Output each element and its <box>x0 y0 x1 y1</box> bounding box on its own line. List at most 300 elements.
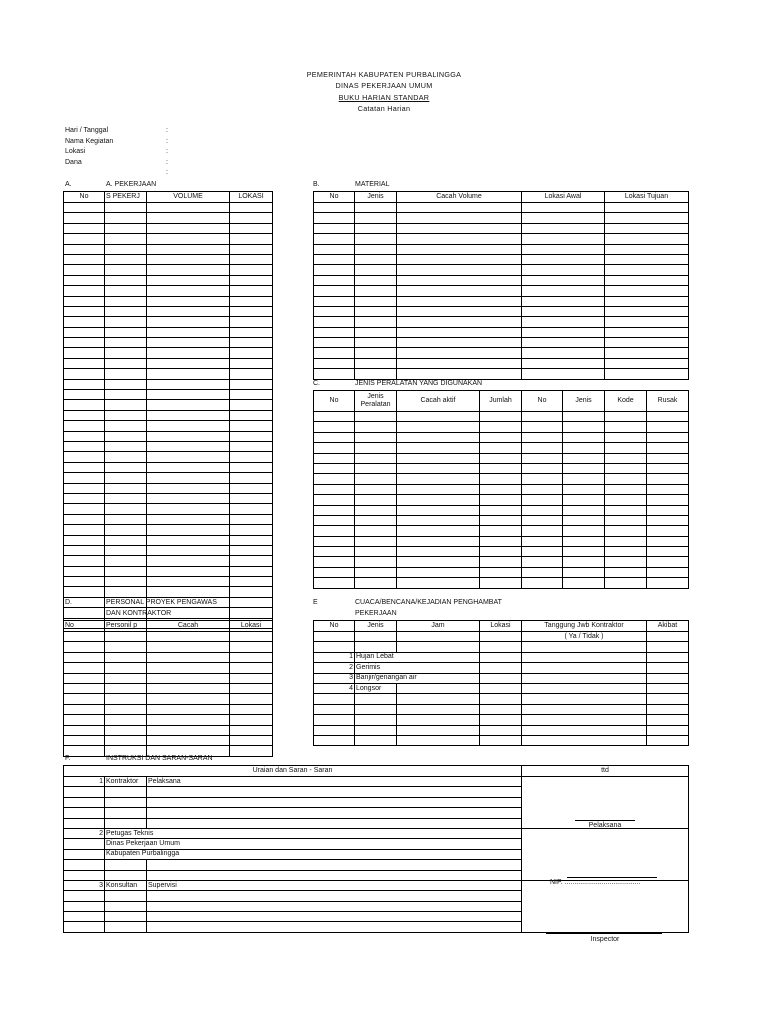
table-cell <box>605 358 689 368</box>
table-cell <box>230 632 273 642</box>
table-row <box>314 327 689 337</box>
entry-col1: Kabupaten Purbalingga <box>105 849 522 859</box>
table-cell <box>64 735 105 745</box>
section-d-title-2: DAN KONTRAKTOR <box>106 610 172 617</box>
table-cell <box>64 473 105 483</box>
table-cell <box>230 203 273 213</box>
table-row <box>64 642 273 652</box>
table-cell <box>230 514 273 524</box>
table-row <box>64 566 273 576</box>
table-cell <box>314 495 355 505</box>
table-cell <box>230 577 273 587</box>
table-cell <box>230 715 273 725</box>
table-cell <box>605 286 689 296</box>
table-cell <box>230 452 273 462</box>
table-cell <box>314 547 355 557</box>
table-row <box>64 462 273 472</box>
table-row <box>64 379 273 389</box>
table-cell <box>105 265 147 275</box>
table-cell <box>105 441 147 451</box>
table-cell <box>230 566 273 576</box>
table-row <box>314 306 689 316</box>
table-cell <box>397 567 480 577</box>
signature-line-nip <box>567 877 657 878</box>
table-cell <box>105 514 147 524</box>
header-line-4: Catatan Harian <box>357 104 411 113</box>
section-b-title: MATERIAL <box>355 181 390 188</box>
table-cell <box>64 587 105 597</box>
table-cell <box>480 474 522 484</box>
table-cell <box>147 338 230 348</box>
table-row <box>64 400 273 410</box>
table-cell <box>397 338 522 348</box>
table-cell <box>397 536 480 546</box>
table-cell <box>105 462 147 472</box>
table-cell <box>230 483 273 493</box>
table-cell <box>105 652 147 662</box>
table-cell <box>147 514 230 524</box>
table-cell <box>147 317 230 327</box>
table-cell <box>397 412 480 422</box>
subheader-ya-tidak: ( Ya / Tidak ) <box>522 632 647 642</box>
table-cell <box>105 369 147 379</box>
table-cell <box>105 725 147 735</box>
table-cell <box>230 683 273 693</box>
table-cell <box>105 704 147 714</box>
table-cell <box>397 348 522 358</box>
table-cell <box>64 223 105 233</box>
col-header-kode: Kode <box>605 391 647 412</box>
table-cell <box>64 715 105 725</box>
table-cell <box>230 223 273 233</box>
col-header-pekerjaan: S PEKERJ <box>105 192 147 203</box>
table-cell <box>105 535 147 545</box>
table-row <box>64 452 273 462</box>
table-cell <box>314 505 355 515</box>
table-row <box>64 358 273 368</box>
table-cell <box>355 348 397 358</box>
table-cell <box>64 493 105 503</box>
col-header-cacah-volume: Cacah Volume <box>397 192 522 203</box>
table-row <box>314 432 689 442</box>
table-cell <box>522 422 563 432</box>
entry-col1: Kontraktor <box>105 777 147 787</box>
table-cell <box>314 484 355 494</box>
table-row <box>314 453 689 463</box>
table-cell <box>647 484 689 494</box>
table-cell <box>605 578 647 588</box>
table-cell <box>480 453 522 463</box>
table-cell <box>397 317 522 327</box>
table-cell <box>605 484 647 494</box>
entry-col1: Petugas Teknis <box>105 828 522 838</box>
table-cell <box>105 338 147 348</box>
table-cell <box>230 431 273 441</box>
table-cell <box>105 694 147 704</box>
table-cell <box>64 317 105 327</box>
table-cell <box>522 526 563 536</box>
table-cell <box>397 327 522 337</box>
table-row <box>314 443 689 453</box>
table-cell <box>355 317 397 327</box>
entry-col1: Dinas Pekerjaan Umum <box>105 839 522 849</box>
table-cell <box>230 317 273 327</box>
table-cell <box>230 327 273 337</box>
table-cell <box>147 327 230 337</box>
table-cell <box>64 483 105 493</box>
table-row <box>64 213 273 223</box>
table-cell <box>314 265 355 275</box>
table-cell <box>522 244 605 254</box>
col-header-ttd: ttd <box>522 766 689 777</box>
table-cell <box>647 536 689 546</box>
table-cell <box>147 652 230 662</box>
table-row <box>64 286 273 296</box>
table-cell <box>230 358 273 368</box>
event-jenis: Longsor <box>355 683 397 693</box>
table-row <box>314 265 689 275</box>
table-cell <box>230 390 273 400</box>
section-a-letter: A. <box>65 181 72 188</box>
table-cell <box>605 369 689 379</box>
table-cell <box>314 327 355 337</box>
col-header-no: No <box>64 621 105 632</box>
table-row <box>64 369 273 379</box>
table-cell <box>563 474 605 484</box>
table-pekerjaan <box>63 191 273 629</box>
table-cell <box>105 556 147 566</box>
table-cell <box>105 348 147 358</box>
table-cell <box>647 432 689 442</box>
table-cell <box>563 578 605 588</box>
entry-col2: Supervisi <box>147 880 522 890</box>
table-cell <box>563 505 605 515</box>
section-e-title-1: CUACA/BENCANA/KEJADIAN PENGHAMBAT <box>355 599 502 606</box>
table-cell <box>605 453 647 463</box>
table-cell <box>605 265 689 275</box>
table-cell <box>147 254 230 264</box>
table-cell <box>522 234 605 244</box>
table-row <box>64 694 273 704</box>
table-cell <box>647 567 689 577</box>
table-cell <box>64 525 105 535</box>
table-cell <box>230 746 273 756</box>
table-cell <box>147 400 230 410</box>
table-cell <box>64 421 105 431</box>
table-cell <box>105 358 147 368</box>
table-cell <box>64 462 105 472</box>
col-header-jenis: Jenis <box>563 391 605 412</box>
event-jenis: Banjir/genangan air <box>355 673 480 683</box>
table-cell <box>147 704 230 714</box>
table-cell <box>230 296 273 306</box>
table-row <box>64 704 273 714</box>
table-cell <box>397 484 480 494</box>
table-cell <box>605 306 689 316</box>
table-peralatan <box>313 390 689 589</box>
table-cell <box>230 234 273 244</box>
table-cell <box>563 567 605 577</box>
table-cell <box>105 234 147 244</box>
table-cell <box>522 515 563 525</box>
table-cell <box>230 525 273 535</box>
table-cell <box>64 566 105 576</box>
col-header-lokasi-tujuan: Lokasi Tujuan <box>605 192 689 203</box>
table-cell <box>605 547 647 557</box>
header-line-2: DINAS PEKERJAAN UMUM <box>335 81 433 90</box>
table-cell <box>522 338 605 348</box>
table-row <box>64 683 273 693</box>
entry-col1: Konsultan <box>105 880 147 890</box>
table-row <box>314 223 689 233</box>
table-cell <box>105 296 147 306</box>
table-cell <box>147 715 230 725</box>
table-cell <box>314 526 355 536</box>
table-cell <box>647 463 689 473</box>
table-instruksi <box>63 765 689 933</box>
table-cell <box>105 525 147 535</box>
table-cell <box>147 493 230 503</box>
table-cell <box>647 578 689 588</box>
table-cell <box>64 441 105 451</box>
table-row <box>314 234 689 244</box>
table-cell <box>355 223 397 233</box>
table-row <box>314 484 689 494</box>
table-cell <box>105 663 147 673</box>
table-cell <box>64 390 105 400</box>
table-cell <box>397 286 522 296</box>
table-cell <box>605 254 689 264</box>
section-f-letter: F. <box>65 755 71 762</box>
signature-line-inspector <box>546 933 662 934</box>
table-row <box>64 525 273 535</box>
table-cell <box>605 338 689 348</box>
table-cell <box>355 422 397 432</box>
table-row <box>314 463 689 473</box>
table-cell <box>230 504 273 514</box>
table-cell <box>397 515 480 525</box>
table-cell <box>563 453 605 463</box>
table-cell <box>397 526 480 536</box>
table-row <box>314 338 689 348</box>
table-cell <box>105 379 147 389</box>
table-cell <box>355 234 397 244</box>
table-cell <box>355 254 397 264</box>
table-row <box>314 578 689 588</box>
table-cell <box>147 504 230 514</box>
table-cuaca <box>313 620 689 746</box>
table-cell <box>147 369 230 379</box>
table-cell <box>522 463 563 473</box>
table-cell <box>397 306 522 316</box>
table-cell <box>522 265 605 275</box>
table-cell <box>397 443 480 453</box>
table-cell <box>605 327 689 337</box>
table-cell <box>480 547 522 557</box>
table-cell <box>480 505 522 515</box>
table-cell <box>230 369 273 379</box>
section-d-letter: D. <box>65 599 72 606</box>
signature-label-pelaksana: Pelaksana <box>588 822 622 829</box>
table-row <box>64 431 273 441</box>
table-cell <box>355 484 397 494</box>
table-cell <box>397 578 480 588</box>
table-cell <box>105 286 147 296</box>
table-cell <box>64 504 105 514</box>
table-row <box>64 390 273 400</box>
table-row <box>314 369 689 379</box>
table-cell <box>105 452 147 462</box>
table-cell <box>314 453 355 463</box>
table-cell <box>105 410 147 420</box>
entry-no: 3 <box>64 880 105 890</box>
table-cell <box>355 443 397 453</box>
table-cell <box>105 642 147 652</box>
table-cell <box>230 704 273 714</box>
table-row <box>314 317 689 327</box>
table-cell <box>147 642 230 652</box>
table-cell <box>480 567 522 577</box>
table-cell <box>64 306 105 316</box>
col-header-lokasi: LOKASI <box>230 192 273 203</box>
table-cell <box>147 213 230 223</box>
table-cell <box>147 462 230 472</box>
table-cell <box>230 673 273 683</box>
table-cell <box>563 443 605 453</box>
table-cell <box>397 358 522 368</box>
table-cell <box>522 348 605 358</box>
table-cell <box>105 587 147 597</box>
table-cell <box>314 223 355 233</box>
table-row <box>64 421 273 431</box>
table-row <box>64 254 273 264</box>
signature-cell-3 <box>522 880 689 932</box>
table-cell <box>522 547 563 557</box>
table-cell <box>355 327 397 337</box>
table-cell <box>355 286 397 296</box>
table-cell <box>230 379 273 389</box>
table-cell <box>397 296 522 306</box>
table-row <box>314 547 689 557</box>
table-cell <box>64 704 105 714</box>
table-cell <box>480 463 522 473</box>
table-cell <box>605 213 689 223</box>
table-cell <box>64 203 105 213</box>
table-cell <box>230 663 273 673</box>
entry-no: 1 <box>64 777 105 787</box>
table-cell <box>147 535 230 545</box>
table-cell <box>522 536 563 546</box>
table-cell <box>563 432 605 442</box>
table-row <box>64 296 273 306</box>
header-line-3: BUKU HARIAN STANDAR <box>338 93 430 102</box>
table-cell <box>605 432 647 442</box>
signature-line-pelaksana <box>575 820 635 821</box>
table-cell <box>230 493 273 503</box>
table-cell <box>480 412 522 422</box>
col-header-rusak: Rusak <box>647 391 689 412</box>
table-cell <box>147 390 230 400</box>
table-cell <box>147 683 230 693</box>
table-row <box>314 505 689 515</box>
table-cell <box>605 296 689 306</box>
table-cell <box>355 536 397 546</box>
col-header-jumlah: Jumlah <box>480 391 522 412</box>
table-row <box>64 556 273 566</box>
table-row <box>64 275 273 285</box>
table-row <box>314 275 689 285</box>
table-cell <box>64 694 105 704</box>
col-header-tanggung-jawab: Tanggung Jwb Kontraktor <box>522 621 647 632</box>
table-cell <box>605 348 689 358</box>
table-cell <box>605 463 647 473</box>
table-cell <box>355 578 397 588</box>
table-row <box>64 306 273 316</box>
table-cell <box>605 443 647 453</box>
field-label-dana: Dana <box>65 159 82 166</box>
table-cell <box>522 286 605 296</box>
table-cell <box>647 557 689 567</box>
table-cell <box>355 369 397 379</box>
table-cell <box>480 557 522 567</box>
table-row <box>314 213 689 223</box>
table-cell <box>397 463 480 473</box>
table-cell <box>64 632 105 642</box>
table-personal <box>63 620 273 757</box>
table-cell <box>480 578 522 588</box>
table-cell <box>147 587 230 597</box>
table-cell <box>355 495 397 505</box>
event-jenis: Hujan Lebat <box>355 652 480 662</box>
field-sep: : <box>166 148 168 155</box>
section-c-title: JENIS PERALATAN YANG DIGUNAKAN <box>355 380 483 387</box>
table-row <box>314 557 689 567</box>
table-cell <box>64 369 105 379</box>
table-cell <box>64 642 105 652</box>
table-cell <box>147 275 230 285</box>
table-cell <box>647 526 689 536</box>
table-cell <box>355 412 397 422</box>
header-line-1: PEMERINTAH KABUPATEN PURBALINGGA <box>306 70 462 79</box>
table-cell <box>147 348 230 358</box>
table-row <box>64 725 273 735</box>
col-header-akibat: Akibat <box>647 621 689 632</box>
table-cell <box>522 275 605 285</box>
table-cell <box>647 547 689 557</box>
table-cell <box>522 578 563 588</box>
table-cell <box>105 317 147 327</box>
table-cell <box>147 223 230 233</box>
table-cell <box>647 422 689 432</box>
table-cell <box>147 421 230 431</box>
table-cell <box>647 443 689 453</box>
col-header-cacah: Cacah <box>147 621 230 632</box>
table-cell <box>147 441 230 451</box>
table-cell <box>355 296 397 306</box>
table-cell <box>147 358 230 368</box>
field-sep: : <box>166 138 168 145</box>
table-cell <box>105 683 147 693</box>
table-cell <box>314 369 355 379</box>
table-row <box>314 244 689 254</box>
table-cell <box>64 338 105 348</box>
table-row <box>314 286 689 296</box>
col-header-lokasi-awal: Lokasi Awal <box>522 192 605 203</box>
table-row <box>64 632 273 642</box>
table-row <box>64 535 273 545</box>
table-cell <box>147 556 230 566</box>
table-cell <box>563 515 605 525</box>
